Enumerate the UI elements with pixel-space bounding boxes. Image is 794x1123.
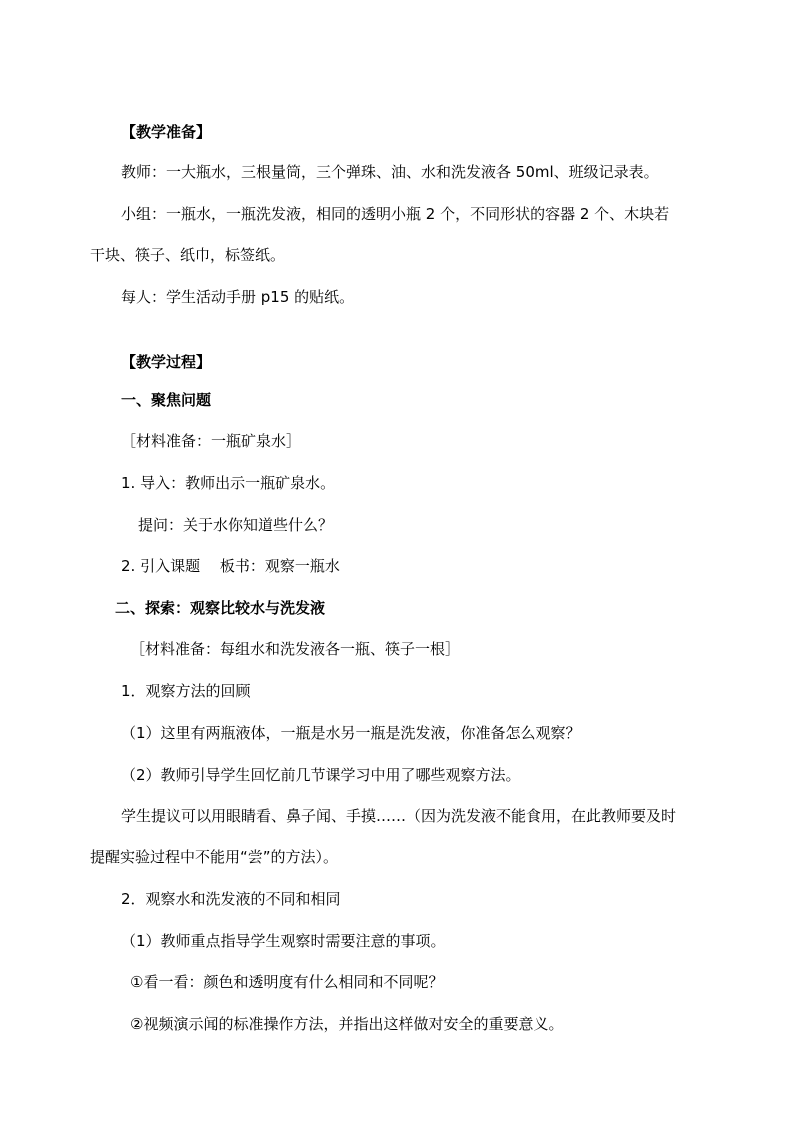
- individual-materials: 每人：学生活动手册 p15 的贴纸。: [121, 288, 355, 306]
- section2-step1-item2: （2）教师引导学生回忆前几节课学习中用了哪些观察方法。: [121, 766, 521, 784]
- section2-title: 二、探索：观察比较水与洗发液: [115, 599, 326, 617]
- prep-heading: 【教学准备】: [121, 123, 212, 141]
- section2-step1: 1．观察方法的回顾: [121, 682, 251, 700]
- section1-question: 提问：关于水你知道些什么？: [138, 516, 334, 534]
- group-materials-line1: 小组：一瓶水，一瓶洗发液，相同的透明小瓶 2 个，不同形状的容器 2 个、木块若: [121, 205, 670, 223]
- section2-step1-item1: （1）这里有两瓶液体，一瓶是水另一瓶是洗发液，你准备怎么观察？: [121, 724, 581, 742]
- section1-title: 一、聚焦问题: [121, 391, 212, 409]
- section2-note-line2: 提醒实验过程中不能用“尝”的方法）。: [90, 848, 339, 866]
- section2-step2: 2．观察水和洗发液的不同和相同: [121, 890, 341, 908]
- section2-step2-item1: （1）教师重点指导学生观察时需要注意的事项。: [121, 932, 446, 950]
- teacher-materials: 教师：一大瓶水，三根量筒，三个弹珠、油、水和洗发液各 50ml、班级记录表。: [121, 163, 659, 181]
- group-materials-line2: 干块、筷子、纸巾，标签纸。: [90, 246, 286, 264]
- section2-step2-sub1: ①看一看：颜色和透明度有什么相同和不同呢？: [130, 973, 444, 991]
- section1-step2: 2. 引入课题 板书：观察一瓶水: [121, 557, 340, 575]
- section1-step1: 1. 导入：教师出示一瓶矿泉水。: [121, 474, 336, 492]
- section2-materials: ［材料准备：每组水和洗发液各一瓶、筷子一根］: [130, 640, 461, 658]
- section2-note-line1: 学生提议可以用眼睛看、鼻子闻、手摸……（因为洗发液不能食用，在此教师要及时: [121, 807, 677, 825]
- section2-step2-sub2: ②视频演示闻的标准操作方法，并指出这样做对安全的重要意义。: [130, 1015, 564, 1033]
- section1-materials: ［材料准备：一瓶矿泉水］: [121, 432, 302, 450]
- process-heading: 【教学过程】: [121, 353, 212, 371]
